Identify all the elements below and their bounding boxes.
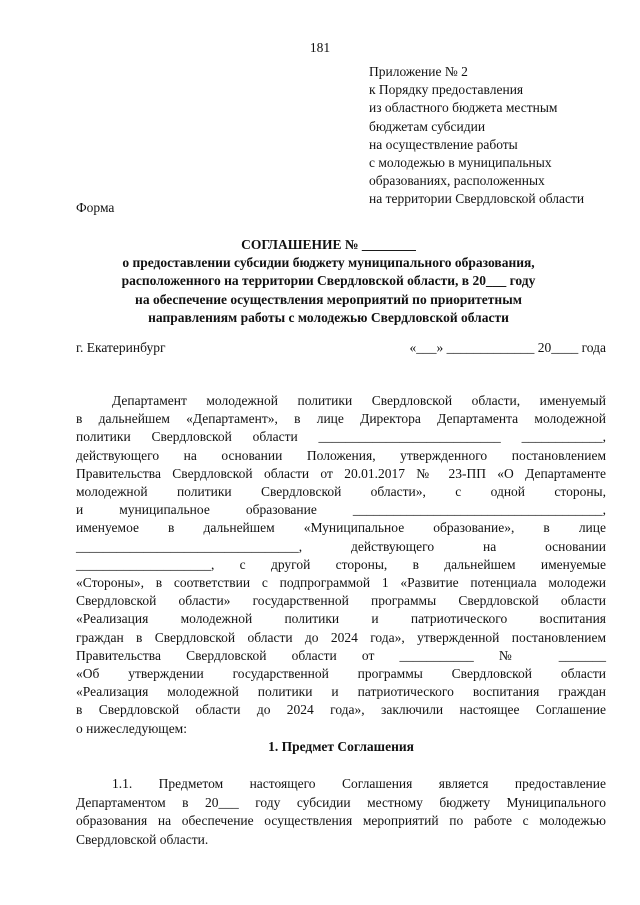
title-line: направлениям работы с молодежью Свердловской области <box>148 309 509 325</box>
preamble-line: молодежной политики Свердловской области», с одной стороны, <box>76 484 606 500</box>
agreement-title <box>76 236 581 327</box>
section-line: Департаментом в 20___ году субсидии местному бюджету Муниципального <box>76 794 606 810</box>
preamble-line: в Свердловской области до 2024 года», заключили настоящее Соглашение <box>76 702 606 718</box>
appendix-line: на территории Свердловской области <box>369 191 585 207</box>
appendix-line: к Порядку предоставления <box>369 82 524 98</box>
preamble-line: Правительства Свердловской области от ___________ № _______ <box>76 647 606 663</box>
preamble-line: «Стороны», в соответствии с подпрограммой 1 «Развитие потенциала молодежи <box>76 575 606 591</box>
preamble-line: действующего на основании Положения, утвержденного постановлением <box>76 447 606 463</box>
title-line: на обеспечение осуществления мероприятий по приоритетным <box>135 291 522 307</box>
preamble-line: ____________________, с другой стороны, в дальнейшем именуемые <box>76 556 606 572</box>
preamble-line: Департамент молодежной политики Свердловской области, именуемый <box>112 393 606 408</box>
preamble-line: Правительства Свердловской области от 20.01.2017 № 23-ПП «О Департаменте <box>76 465 606 481</box>
preamble-line: граждан в Свердловской области до 2024 года», утвержденной постановлением <box>76 629 606 645</box>
preamble-line: о нижеследующем: <box>76 720 187 736</box>
preamble-line: «Реализация молодежной политики и патриотического воспитания <box>76 611 606 627</box>
appendix-line: из областного бюджета местным <box>369 100 558 116</box>
appendix-line: на осуществление работы <box>369 136 518 152</box>
date-blank: «___» _____________ 20____ года <box>409 340 606 355</box>
title-line: расположенного на территории Свердловской области, в 20___ году <box>121 273 536 289</box>
preamble-line: именуемое в дальнейшем «Муниципальное образование», в лице <box>76 520 606 536</box>
appendix-line: образованиях, расположенных <box>369 173 545 189</box>
preamble-line: _________________________________, действующего на основании <box>76 538 606 554</box>
title-line: СОГЛАШЕНИЕ № ________ <box>241 237 416 252</box>
form-label: Форма <box>76 200 115 215</box>
preamble-line: политики Свердловской области ___________________________ ____________, <box>76 429 606 445</box>
city: г. Екатеринбург <box>76 340 166 355</box>
section-heading: 1. Предмет Соглашения <box>268 739 414 754</box>
page-number: 181 <box>309 40 331 55</box>
section-line: образования на обеспечение осуществления мероприятий по работе с молодежью <box>76 813 606 829</box>
title-line: о предоставлении субсидии бюджету муниципального образования, <box>122 255 535 271</box>
section-line: Свердловской области. <box>76 831 209 847</box>
preamble-line: в дальнейшем «Департамент», в лице Директора Департамента молодежной <box>76 411 606 427</box>
appendix-line: с молодежью в муниципальных <box>369 155 552 171</box>
preamble-line: Свердловской области» государственной программы Свердловской области <box>76 593 606 609</box>
preamble <box>76 392 606 738</box>
appendix-line: Приложение № 2 <box>369 64 468 79</box>
section-paragraph <box>76 775 606 849</box>
appendix-line: бюджетам субсидии <box>369 118 486 134</box>
section-line: 1.1. Предметом настоящего Соглашения является предоставление <box>112 776 606 791</box>
preamble-line: и муниципальное образование _____________________________________, <box>76 502 606 518</box>
appendix-header <box>369 63 584 209</box>
preamble-line: «Об утверждении государственной программы Свердловской области <box>76 666 606 682</box>
preamble-line: «Реализация молодежной политики и патриотического воспитания граждан <box>76 684 606 700</box>
